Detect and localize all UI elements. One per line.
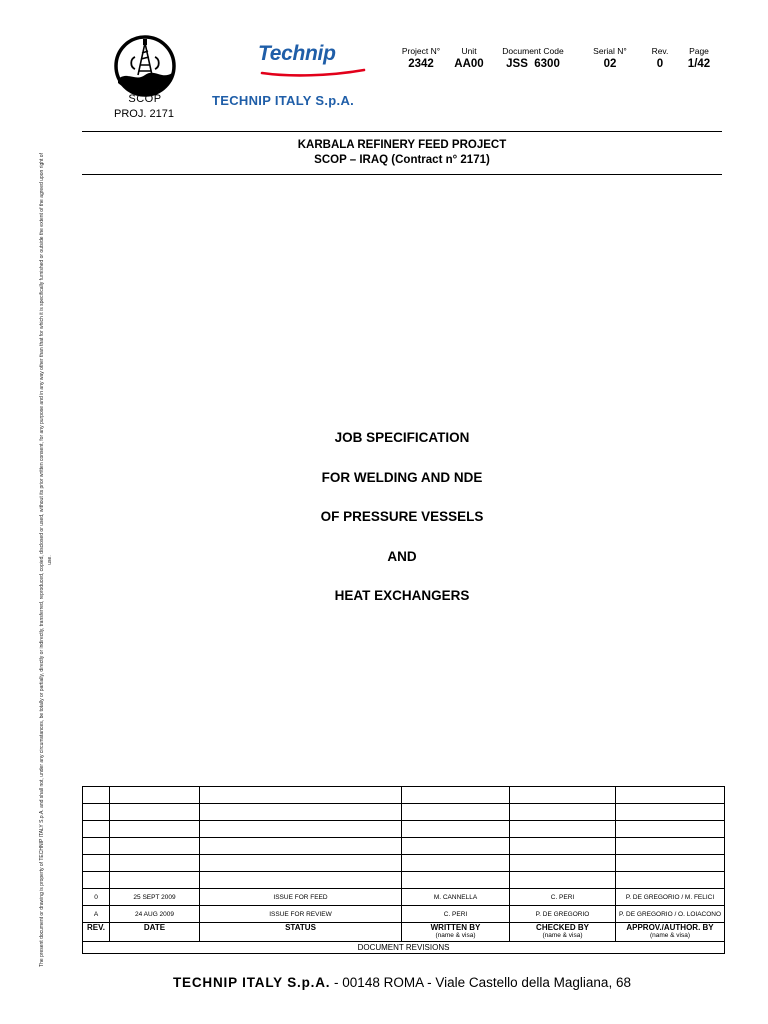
revision-header: Rev.: [651, 46, 669, 56]
revision-approved-by: P. DE GREGORIO / M. FELICI: [616, 889, 725, 906]
empty-revision-row: [83, 855, 725, 872]
project-title: [82, 138, 722, 168]
project-contract: SCOP – IRAQ (Contract n° 2171): [314, 154, 490, 166]
revision-date: 24 AUG 2009: [110, 906, 200, 923]
written-by-subheader: (name & visa): [435, 932, 476, 939]
empty-revision-row: [83, 872, 725, 889]
technip-wordmark: Technip: [258, 42, 336, 65]
empty-revision-row: [83, 804, 725, 821]
revision-table-footer: [83, 942, 725, 954]
checked-by-subheader: (name & visa): [542, 932, 583, 939]
document-info-table: [392, 45, 720, 71]
revision-table: [82, 786, 725, 954]
revision-written-by: C. PERI: [402, 906, 510, 923]
checked-by-column-header: CHECKED BY (name & visa): [510, 923, 616, 942]
document-info-header-row: [392, 45, 720, 57]
revision-date: 25 SEPT 2009: [110, 889, 200, 906]
date-column-header: DATE: [110, 923, 200, 942]
written-by-column-header: WRITTEN BY (name & visa): [402, 923, 510, 942]
page-footer: [82, 975, 722, 990]
document-code-header: Document Code: [502, 46, 564, 56]
empty-revision-row: [83, 787, 725, 804]
document-info-value-row: [392, 57, 720, 71]
empty-revision-row: [83, 838, 725, 855]
footer-address: - 00148 ROMA - Viale Castello della Magliana, 68: [330, 975, 631, 990]
revision-row: [83, 906, 725, 923]
revision-approved-by: P. DE GREGORIO / O. LOIACONO: [616, 906, 725, 923]
document-code-value: JSS 6300: [506, 58, 560, 70]
revision-checked-by: C. PERI: [510, 889, 616, 906]
revision-status: ISSUE FOR REVIEW: [200, 906, 402, 923]
unit-value: AA00: [454, 58, 484, 70]
project-number-value: 2342: [408, 58, 434, 70]
header-divider-bottom: [82, 174, 722, 175]
company-name: TECHNIP ITALY S.p.A.: [212, 93, 355, 108]
technip-logo: [258, 42, 370, 80]
revision-value: 0: [656, 58, 664, 70]
revision-checked-by: P. DE GREGORIO: [510, 906, 616, 923]
empty-revision-row: [83, 821, 725, 838]
document-title: [82, 430, 722, 628]
title-line: FOR WELDING AND NDE: [321, 469, 483, 485]
footer-company-name: TECHNIP ITALY S.p.A.: [173, 975, 331, 990]
status-column-header: STATUS: [200, 923, 402, 942]
scop-project-number: PROJ. 2171: [114, 108, 174, 120]
scop-label: SCOP: [128, 93, 162, 105]
page-header: Page: [689, 46, 709, 56]
title-line: OF PRESSURE VESSELS: [320, 509, 484, 524]
page-value: 1/42: [687, 58, 711, 70]
project-name: KARBALA REFINERY FEED PROJECT: [297, 139, 507, 151]
revision-written-by: M. CANNELLA: [402, 889, 510, 906]
title-line: AND: [387, 548, 417, 564]
revision-row: [83, 889, 725, 906]
rev-column-header: REV.: [83, 923, 110, 942]
approved-by-subheader: (name & visa): [649, 932, 691, 939]
legal-disclaimer: The present document or drawing is property of TECHNIP ITALY S.p.A. and shall not, under any circumstances, be totally or partially, directly or indirectly, transferred, reproduced, copied, disclosed or used, without its prior written consent, for any purpose and in any way other than that for which it is specifically furnished or outside the extent of the agreed upon right of use.: [39, 153, 53, 967]
serial-number-value: 02: [603, 58, 617, 70]
approved-by-column-header: APPROV./AUTHOR. BY (name & visa): [616, 923, 725, 942]
revision-header-row: [83, 923, 725, 942]
unit-header: Unit: [461, 46, 477, 56]
document-revisions-label: DOCUMENT REVISIONS: [83, 942, 725, 954]
revision-code: 0: [83, 889, 110, 906]
project-number-header: Project N°: [401, 46, 441, 56]
title-line: HEAT EXCHANGERS: [334, 588, 470, 603]
revision-status: ISSUE FOR FEED: [200, 889, 402, 906]
serial-number-header: Serial N°: [593, 46, 627, 56]
title-line: JOB SPECIFICATION: [334, 430, 470, 445]
header-divider-top: [82, 131, 722, 132]
revision-code: A: [83, 906, 110, 923]
